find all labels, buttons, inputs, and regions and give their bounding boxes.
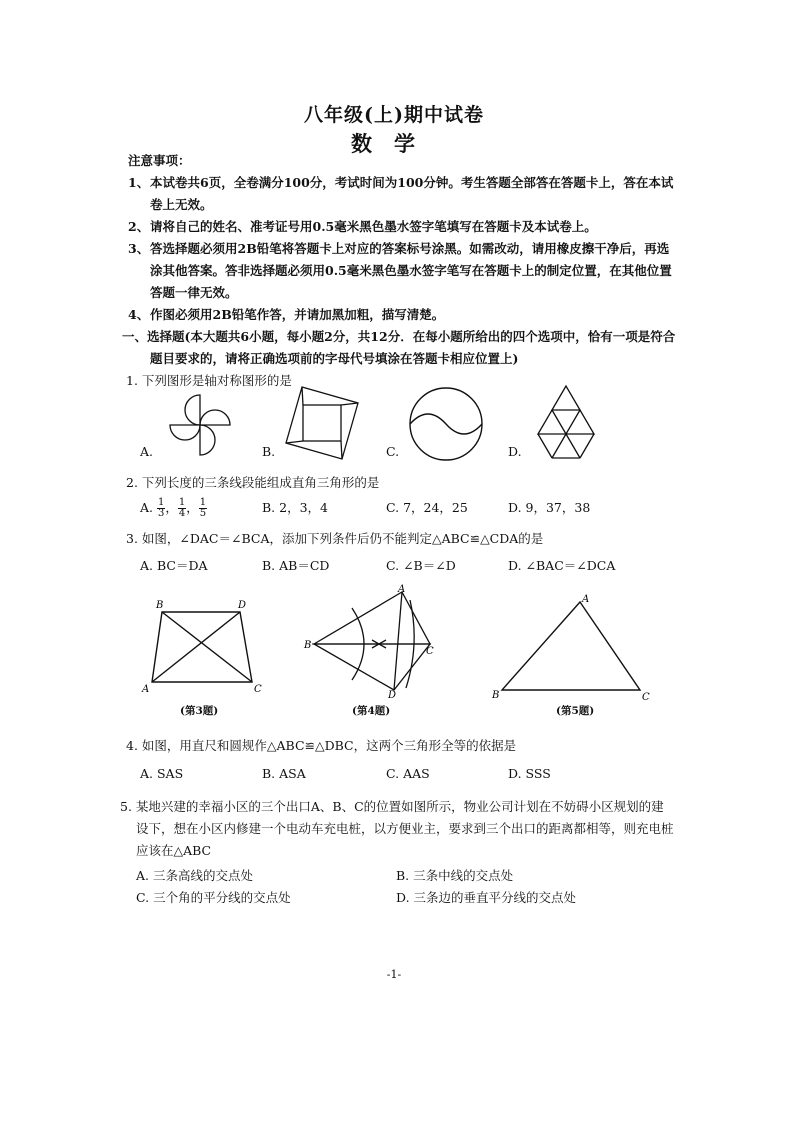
fig3-label-c: C <box>254 684 262 695</box>
q5-stem-line-2: 设下，想在小区内修建一个电动车充电桩，以方便业主，要求到三个出口的距离都相等，则充电桩 <box>136 821 674 836</box>
notice-1-line-1: 本试卷共6页，全卷满分100分，考试时间为100分钟。考生答题全部答在答题卡上，答在本试 <box>150 175 674 190</box>
q3-option-a: A. BC＝DA <box>140 558 208 573</box>
q3-option-b: B. AB＝CD <box>262 558 330 573</box>
exam-title: 八年级(上)期中试卷 <box>304 104 484 126</box>
q2-option-a <box>140 498 207 519</box>
q2-option-c: C. 7，24，25 <box>386 500 468 515</box>
figure-3-diagram <box>140 598 270 694</box>
figure-5-caption: (第5题) <box>556 705 595 717</box>
notice-3-num: 3、 <box>128 241 150 256</box>
q5-stem-line-1: 5. 某地兴建的幸福小区的三个出口A、B、C的位置如图所示，物业公司计划在不妨碍小区规划的建 <box>120 799 664 814</box>
fig5-label-a: A <box>582 594 590 605</box>
notice-3-line-1: 答选择题必须用2B铅笔将答题卡上对应的答案标号涂黑。如需改动，请用橡皮擦干净后，再选 <box>150 241 670 256</box>
figure-5-diagram <box>490 594 660 704</box>
q2-fraction-3 <box>199 498 207 519</box>
q1-figure-c-yinyang <box>406 384 486 464</box>
notice-4-num: 4、 <box>128 307 150 322</box>
q5-option-b: B. 三条中线的交点处 <box>396 868 514 883</box>
notice-3-line-2: 涂其他答案。答非选择题必须用0.5毫米黑色墨水签字笔写在答题卡上的制定位置，在其他位置 <box>150 263 672 278</box>
q2-option-b: B. 2，3，4 <box>262 500 328 515</box>
q2-fraction-1-num: 1 <box>158 497 165 508</box>
notice-heading: 注意事项： <box>128 153 191 168</box>
figure-4-caption: (第4题) <box>352 705 391 717</box>
q5-option-a: A. 三条高线的交点处 <box>136 868 253 883</box>
q1-option-b: B. <box>262 444 276 459</box>
notice-1-line-2: 卷上无效。 <box>150 197 213 212</box>
page-number: -1- <box>386 968 402 981</box>
notice-4-line-1: 作图必须用2B铅笔作答，并请加黑加粗，描写清楚。 <box>150 307 445 322</box>
fig3-label-a: A <box>142 684 150 695</box>
q2-stem: 2. 下列长度的三条线段能组成直角三角形的是 <box>126 475 380 490</box>
q5-option-c: C. 三个角的平分线的交点处 <box>136 890 291 905</box>
q5-stem-line-3: 应该在△ABC <box>136 843 212 858</box>
notice-2-num: 2、 <box>128 219 150 234</box>
q2-option-a-label: A. <box>140 500 154 515</box>
q1-option-c: C. <box>386 444 400 459</box>
q4-option-a: A. SAS <box>140 766 184 781</box>
q2-sep-1: ， <box>165 500 178 515</box>
section1-heading-line-1: 一、选择题(本大题共6小题，每小题2分，共12分．在每小题所给出的四个选项中，恰有一项是符合 <box>122 329 676 344</box>
fig4-label-d: D <box>388 690 397 701</box>
figure-4-diagram <box>302 584 442 701</box>
notice-1-num: 1、 <box>128 175 150 190</box>
q1-option-a: A. <box>140 444 154 459</box>
fig3-label-d: D <box>238 600 247 611</box>
q3-option-c: C. ∠B＝∠D <box>386 558 456 573</box>
q1-figure-b-squares <box>282 383 362 465</box>
q1-stem: 1. 下列图形是轴对称图形的是 <box>126 373 292 388</box>
figure-3-caption: (第3题) <box>180 705 219 717</box>
q1-figure-a-pinwheel <box>160 385 240 465</box>
notice-3-line-3: 答题一律无效。 <box>150 285 238 300</box>
q2-fraction-2-num: 1 <box>178 497 186 508</box>
q3-stem: 3. 如图，∠DAC＝∠BCA，添加下列条件后仍不能判定△ABC≌△CDA的是 <box>126 531 544 546</box>
q1-figure-d-triangles <box>528 384 604 460</box>
q2-fraction-3-den: 5 <box>199 508 207 519</box>
q1-option-d: D. <box>508 444 522 459</box>
q4-stem: 4. 如图，用直尺和圆规作△ABC≌△DBC，这两个三角形全等的依据是 <box>126 738 517 753</box>
section1-heading-line-2: 题目要求的，请将正确选项前的字母代号填涂在答题卡相应位置上) <box>150 351 519 366</box>
fig5-label-b: B <box>492 690 500 701</box>
q4-option-b: B. ASA <box>262 766 306 781</box>
q2-fraction-1-den: 3 <box>158 508 165 519</box>
q5-option-d: D. 三条边的垂直平分线的交点处 <box>396 890 577 905</box>
q2-option-d: D. 9，37，38 <box>508 500 591 515</box>
q2-fraction-2 <box>178 498 186 519</box>
notice-2-line-1: 请将自己的姓名、准考证号用0.5毫米黑色墨水签字笔填写在答题卡及本试卷上。 <box>150 219 597 234</box>
q4-option-c: C. AAS <box>386 766 430 781</box>
q2-fraction-3-num: 1 <box>199 497 207 508</box>
fig5-label-c: C <box>642 692 650 703</box>
q2-sep-2: ， <box>186 500 199 515</box>
exam-subject: 数学 <box>351 131 437 156</box>
fig4-label-b: B <box>304 640 312 651</box>
q4-option-d: D. SSS <box>508 766 551 781</box>
q2-fraction-2-den: 4 <box>178 508 186 519</box>
q3-option-d: D. ∠BAC＝∠DCA <box>508 558 616 573</box>
fig3-label-b: B <box>156 600 164 611</box>
fig4-label-c: C <box>426 646 434 657</box>
fig4-label-a: A <box>398 584 406 595</box>
